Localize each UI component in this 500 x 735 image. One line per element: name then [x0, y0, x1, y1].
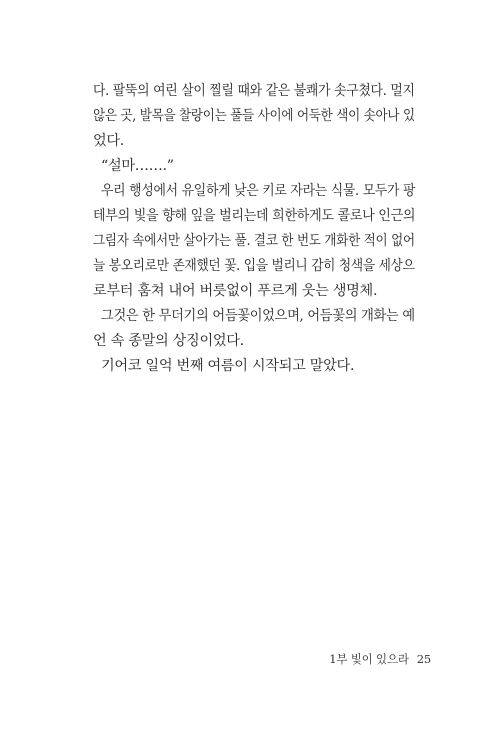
body-line: 로부터 훔쳐 내어 버릇없이 푸르게 웃는 생명체. [93, 283, 378, 299]
body-line: 언 속 종말의 상징이었다. [93, 333, 244, 349]
page-number: 25 [416, 652, 431, 666]
body-line: 늘 봉오리로만 존재했던 꽃. 입을 벌리니 감히 청색을 세상으 [93, 258, 415, 274]
body-line: 우리 행성에서 유일하게 낮은 키로 자라는 식물. 모두가 팡 [101, 183, 416, 199]
body-line: 었다. [93, 133, 125, 149]
body-line: 않은 곳, 발목을 찰랑이는 풀들 사이에 어둑한 색이 솟아나 있 [93, 108, 415, 124]
body-line: “설마…….” [101, 158, 174, 174]
body-line: 그것은 한 무더기의 어듬꽃이었으며, 어듬꽃의 개화는 예 [101, 308, 415, 324]
page-footer [329, 651, 431, 667]
body-line: 그림자 속에서만 살아가는 풀. 결코 한 번도 개화한 적이 없어 [93, 233, 415, 249]
body-line: 다. 팔뚝의 여린 살이 찔릴 때와 같은 불쾌가 솟구쳤다. 멀지 [93, 83, 415, 99]
body-line: 테부의 빛을 향해 잎을 벌리는데 희한하게도 콜로나 인근의 [93, 208, 416, 224]
body-line: 기어코 일억 번째 여름이 시작되고 말았다. [101, 358, 355, 374]
running-title: 1부 빛이 있으라 [329, 652, 409, 666]
